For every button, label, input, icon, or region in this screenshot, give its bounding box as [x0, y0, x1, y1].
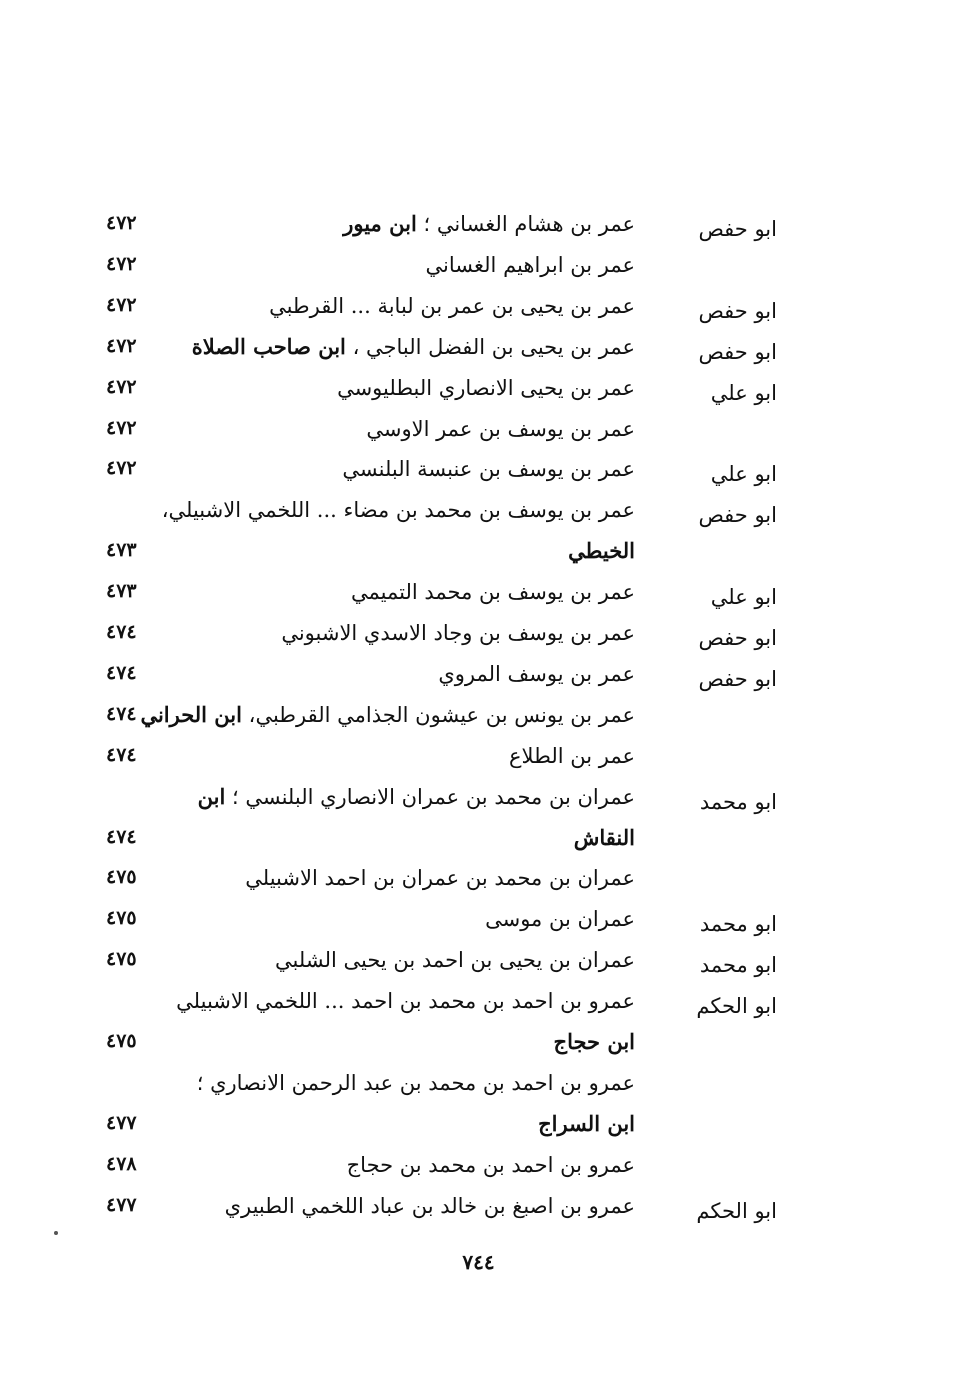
entry-name: [105, 530, 635, 572]
index-entry: [0, 367, 957, 408]
entry-name-text: عمر بن يحيى بن عمر بن لبابة ... القرطبي: [269, 294, 635, 318]
entry-kunya: ابو محمد: [699, 953, 777, 977]
entry-page-ref: ٤٧٥: [106, 866, 137, 888]
entry-name: [105, 1144, 635, 1186]
index-entry: [0, 1062, 957, 1103]
entry-name-text: عمر بن يوسف بن محمد التميمي: [351, 580, 635, 604]
entry-name-text: عمرو بن احمد بن محمد بن احمد ... اللخمي الاشبيلي: [176, 989, 635, 1013]
entry-name: [105, 1103, 635, 1145]
entry-page-ref: ٤٧٢: [106, 457, 137, 479]
index-entry: [0, 244, 957, 285]
entry-page-ref: ٤٧٣: [106, 539, 137, 561]
index-entry: [0, 1144, 957, 1185]
entry-page-ref: ٤٧٢: [106, 212, 137, 234]
entry-name-text: عمر بن يحيى بن الفضل الباجي ،: [345, 335, 635, 359]
entry-page-ref: ٤٧٥: [106, 907, 137, 929]
index-entry: [0, 980, 957, 1021]
entry-laqab: ابن ميور: [343, 211, 417, 236]
entry-name-text: عمران بن محمد بن عمران بن احمد الاشبيلي: [245, 866, 635, 890]
entry-name-text: عمر بن يوسف بن عنبسة البلنسي: [342, 457, 635, 481]
entry-name-text: عمرو بن احمد بن محمد بن حجاج: [346, 1153, 635, 1177]
entry-kunya: ابو علي: [710, 381, 777, 405]
entry-name-text: عمر بن يونس بن عيشون الجذامي القرطبي،: [241, 703, 635, 727]
entry-name-text: عمر بن يوسف بن عمر الاوسي: [366, 417, 635, 441]
entry-laqab: ابن: [197, 784, 226, 809]
entry-kunya: ابو الحكم: [696, 994, 777, 1018]
entry-name: [105, 326, 635, 368]
index-entry: [0, 285, 957, 326]
entry-kunya: ابو حفص: [698, 626, 777, 650]
entry-name: [105, 244, 635, 286]
entry-kunya: ابو علي: [710, 585, 777, 609]
index-entry: [0, 817, 957, 858]
entry-kunya: ابو علي: [710, 462, 777, 486]
entry-laqab: النقاش: [573, 825, 635, 850]
entry-laqab: ابن صاحب الصلاة: [191, 334, 346, 359]
entry-kunya: ابو محمد: [699, 790, 777, 814]
entry-page-ref: ٤٧٥: [106, 948, 137, 970]
entry-name-text: عمران بن موسى: [485, 907, 635, 931]
entry-kunya: ابو حفص: [698, 340, 777, 364]
entry-name: [105, 694, 635, 736]
index-entry: [0, 1185, 957, 1226]
entry-name: [105, 571, 635, 613]
index-entry: [0, 489, 957, 530]
entry-kunya: ابو محمد: [699, 912, 777, 936]
entry-name: [105, 735, 635, 777]
index-entry: [0, 735, 957, 776]
index-entry: [0, 939, 957, 980]
entry-name: [105, 898, 635, 940]
entry-page-ref: ٤٧٧: [106, 1194, 137, 1216]
entry-name-text: عمران بن يحيى بن احمد بن يحيى الشلبي: [275, 948, 635, 972]
index-entry: [0, 694, 957, 735]
entry-name-text: عمر بن يوسف بن وجاد الاسدي الاشبوني: [281, 621, 635, 645]
entry-page-ref: ٤٧٢: [106, 253, 137, 275]
entry-laqab: ابن الحراني: [140, 702, 242, 727]
index-entry: [0, 408, 957, 449]
entry-name: [105, 980, 635, 1022]
entry-page-ref: ٤٧٣: [106, 580, 137, 602]
entry-kunya: ابو حفص: [698, 217, 777, 241]
entry-name-text: عمرو بن اصبغ بن خالد بن عباد اللخمي الطبيري: [224, 1194, 635, 1218]
entry-laqab: ابن السراج: [538, 1111, 635, 1136]
entry-page-ref: ٤٧٤: [106, 662, 137, 684]
index-entry: [0, 1103, 957, 1144]
entry-name: [105, 367, 635, 409]
index-entry: [0, 326, 957, 367]
entry-name: [105, 1062, 635, 1104]
index-entry: [0, 203, 957, 244]
entry-page-ref: ٤٧٤: [106, 621, 137, 643]
entry-name-text: عمر بن ابراهيم الغساني: [425, 253, 635, 277]
index-entry: [0, 653, 957, 694]
index-entry: [0, 776, 957, 817]
entry-name: [105, 1021, 635, 1063]
entry-page-ref: ٤٧٥: [106, 1030, 137, 1052]
entry-name: [105, 817, 635, 859]
entry-page-ref: ٤٧٢: [106, 294, 137, 316]
entry-name: [105, 285, 635, 327]
index-entry: [0, 1021, 957, 1062]
entry-name-text: عمر بن يحيى الانصاري البطليوسي: [337, 376, 635, 400]
entry-kunya: ابو حفص: [698, 503, 777, 527]
entry-name-text: عمران بن محمد بن عمران الانصاري البلنسي ؛: [225, 785, 635, 809]
entry-name: [105, 203, 635, 245]
index-entry: [0, 448, 957, 489]
entry-kunya: ابو حفص: [698, 667, 777, 691]
entry-page-ref: ٤٧٨: [106, 1153, 137, 1175]
index-entry: [0, 612, 957, 653]
entry-name: [105, 653, 635, 695]
entry-name: [105, 448, 635, 490]
index-entry: [0, 898, 957, 939]
entry-kunya: ابو الحكم: [696, 1199, 777, 1223]
entry-page-ref: ٤٧٤: [106, 744, 137, 766]
entry-name: [105, 1185, 635, 1227]
entry-name: [105, 857, 635, 899]
entry-page-ref: ٤٧٧: [106, 1112, 137, 1134]
entry-page-ref: ٤٧٤: [106, 826, 137, 848]
entry-name: [105, 776, 635, 818]
entry-page-ref: ٤٧٢: [106, 335, 137, 357]
index-entry: [0, 530, 957, 571]
entry-name-text: عمرو بن احمد بن محمد بن عبد الرحمن الانصاري ؛: [196, 1071, 635, 1095]
page-number: ٧٤٤: [462, 1250, 495, 1274]
scan-speck: [54, 1231, 58, 1235]
entry-page-ref: ٤٧٢: [106, 376, 137, 398]
index-entry: [0, 857, 957, 898]
entry-name-text: عمر بن يوسف المروي: [438, 662, 635, 686]
entry-laqab: ابن حجاج: [553, 1029, 635, 1054]
entry-name-text: عمر بن الطلاع: [509, 744, 635, 768]
entry-name-text: عمر بن يوسف بن محمد بن مضاء ... اللخمي الاشبيلي،: [161, 498, 635, 522]
entry-laqab: الخيطي: [568, 538, 635, 563]
entry-name: [105, 612, 635, 654]
entry-name-text: عمر بن هشام الغساني ؛: [416, 212, 635, 236]
index-entry: [0, 571, 957, 612]
entry-name: [105, 408, 635, 450]
entry-kunya: ابو حفص: [698, 299, 777, 323]
entry-name: [105, 939, 635, 981]
entry-name: [105, 489, 635, 531]
entry-page-ref: ٤٧٢: [106, 417, 137, 439]
entry-page-ref: ٤٧٤: [106, 703, 137, 725]
